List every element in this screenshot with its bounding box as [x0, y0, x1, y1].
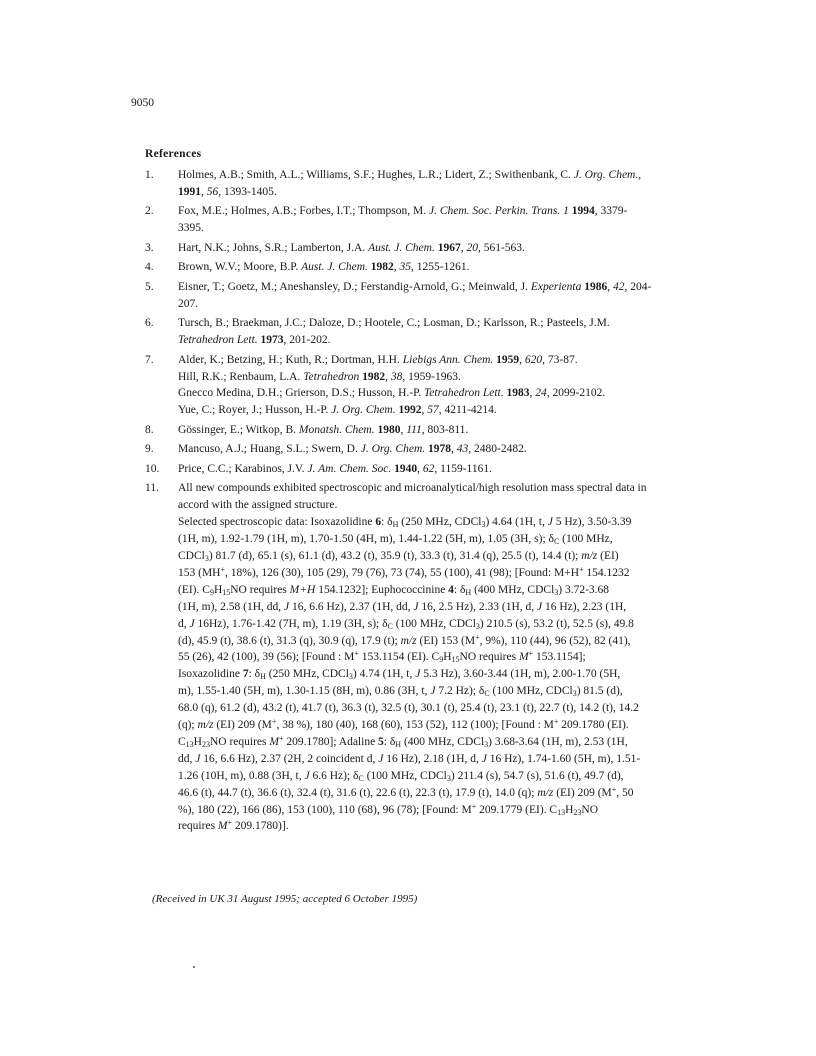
reference-text-line: Isoxazolidine 7: $\delta_H$ (250 MHz, CDCl$_3$) 4.74 (1H, t, J 5.3 Hz), 3.60-3.44 (1H, m), 2.00-1.70 (5H,: [178, 668, 621, 682]
reference-text-line: 68.0 (q), 61.2 (d), 43.2 (t), 41.7 (t), 36.3 (t), 32.5 (t), 30.1 (t), 25.4 (t), 23.1 (t), 22.7 (t), 14.2 (t), 14.2: [178, 702, 639, 715]
reference-text-line: d, J 16Hz), 1.76-1.42 (7H, m), 1.19 (3H, s); $\delta_C$ (100 MHz, CDCl$_3$) 210.5 (s), 53.2 (t), 52.5 (s), 49.8: [178, 617, 634, 631]
reference-text-line: (1H, m), 2.58 (1H, dd, J 16, 6.6 Hz), 2.37 (1H, dd, J 16, 2.5 Hz), 2.33 (1H, d, J 16 Hz), 2.23 (1H,: [178, 600, 627, 613]
reference-text-line: Hart, N.K.; Johns, S.R.; Lamberton, J.A. Aust. J. Chem. 1967, 20, 561-563.: [178, 241, 525, 254]
reference-text-line: 3395.: [178, 222, 204, 235]
received-note: (Received in UK 31 August 1995; accepted 6 October 1995): [152, 893, 418, 905]
reference-text-line: 1.26 (10H, m), 0.88 (3H, t, J 6.6 Hz); $\delta_C$ (100 MHz, CDCl$_3$) 211.4 (s), 54.7 (s), 51.6 (t), 49.7 (d),: [178, 769, 624, 783]
reference-number: 11.: [145, 482, 159, 495]
reference-item: [145, 240, 685, 257]
reference-text-line: CDCl$_3$) 81.7 (d), 65.1 (s), 61.1 (d), 43.2 (t), 35.9 (t), 33.3 (t), 31.4 (q), 25.5 (t), 14.4 (t); m/z (EI): [178, 549, 619, 563]
reference-item: [145, 203, 685, 237]
reference-item: [145, 480, 685, 835]
reference-text-line: 153 (MH+, 18%), 126 (30), 105 (29), 79 (76), 73 (74), 55 (100), 41 (98); [Found: M+H+ 154.1232: [178, 564, 630, 579]
reference-text-line: 55 (26), 42 (100), 39 (56); [Found : M+ 153.1154 (EI). $C_9H_{15}NO$ requires M+ 153.1154];: [178, 649, 586, 665]
stray-dot: [193, 966, 195, 968]
reference-text-line: accord with the assigned structure.: [178, 499, 338, 512]
reference-number: 1.: [145, 169, 154, 181]
references-list: [145, 167, 685, 838]
reference-item: [145, 315, 685, 349]
reference-number: 6.: [145, 317, 154, 330]
reference-text-line: Gnecco Medina, D.H.; Grierson, D.S.; Husson, H.-P. Tetrahedron Lett. 1983, 24, 2099-2102.: [178, 387, 606, 400]
reference-text-line: Eisner, T.; Goetz, M.; Aneshansley, D.; Ferstandig-Arnold, G.; Meinwald, J. Experienta 1986, 42, 204-: [178, 280, 652, 293]
reference-item: [145, 167, 685, 201]
reference-text-line: (q); m/z (EI) 209 (M+, 38 %), 180 (40), 168 (60), 153 (52), 112 (100); [Found : M+ 209.1780 (EI).: [178, 717, 629, 732]
reference-text-line: 1991, 56, 1393-1405.: [178, 185, 277, 198]
reference-text-line: dd, J 16, 6.6 Hz), 2.37 (2H, 2 coincident d, J 16 Hz), 2.18 (1H, d, J 16 Hz), 1.74-1.60 (5H, m), 1.51-: [178, 752, 641, 765]
reference-text-line: Mancuso, A.J.; Huang, S.L.; Swern, D. J. Org. Chem. 1978, 43, 2480-2482.: [178, 443, 527, 456]
reference-text-line: Fox, M.E.; Holmes, A.B.; Forbes, I.T.; Thompson, M. J. Chem. Soc. Perkin. Trans. 1 1994, 3379-: [178, 205, 628, 218]
reference-item: [145, 279, 685, 313]
reference-item: [145, 352, 685, 420]
reference-text-line: %), 180 (22), 166 (86), 153 (100), 110 (68), 96 (78); [Found: M+ 209.1779 (EI). $C_{13}H_{23}NO$: [178, 801, 599, 817]
reference-text-line: Alder, K.; Betzing, H.; Kuth, R.; Dortman, H.H. Liebigs Ann. Chem. 1959, 620, 73-87.: [178, 353, 578, 366]
reference-text-line: (1H, m), 1.92-1.79 (1H, m), 1.70-1.50 (4H, m), 1.44-1.22 (5H, m), 1.05 (3H, s); $\delta_C$ (100 MHz,: [178, 533, 613, 547]
reference-item: [145, 461, 685, 478]
reference-text-line: 207.: [178, 297, 199, 310]
reference-text-line: 46.6 (t), 44.7 (t), 36.6 (t), 32.4 (t), 31.6 (t), 22.6 (t), 22.3 (t), 17.9 (t), 14.0 (q); m/z (EI) 209 (M+, 50: [178, 784, 634, 799]
reference-text-line: (EI). $C_9H_{15}NO$ requires M+H 154.1232]; Euphococcinine 4: $\delta_H$ (400 MHz, CDCl$_3$) 3.72-3.68: [178, 583, 610, 597]
reference-item: [145, 259, 685, 276]
reference-number: 3.: [145, 241, 154, 254]
reference-text-line: Selected spectroscopic data: Isoxazolidine 6: $\delta_H$ (250 MHz, CDCl$_3$) 4.64 (1H, t, J 5 Hz), 3.50-3.39: [178, 516, 632, 530]
reference-text-line: m), 1.55-1.40 (5H, m), 1.30-1.15 (8H, m), 0.86 (3H, t, J 7.2 Hz); $\delta_C$ (100 MHz, CDCl$_3$) 81.5 (d),: [178, 685, 623, 699]
reference-text-line: All new compounds exhibited spectroscopic and microanalytical/high resolution mass spectral data in: [178, 482, 647, 495]
reference-number: 4.: [145, 261, 154, 274]
reference-text-line: requires M+ 209.1780)].: [178, 818, 289, 833]
reference-text-line: Hill, R.K.; Renbaum, L.A. Tetrahedron 1982, 38, 1959-1963.: [178, 370, 461, 383]
reference-text-line: Holmes, A.B.; Smith, A.L.; Williams, S.F.; Hughes, L.R.; Lidert, Z.; Swithenbank, C. J. Org. Chem.,: [178, 169, 642, 181]
reference-item: [145, 441, 685, 458]
reference-number: 9.: [145, 443, 154, 456]
reference-text-line: Price, C.C.; Karabinos, J.V. J. Am. Chem. Soc. 1940, 62, 1159-1161.: [178, 462, 493, 475]
reference-text-line: Gössinger, E.; Witkop, B. Monatsh. Chem. 1980, 111, 803-811.: [178, 423, 469, 436]
reference-number: 5.: [145, 280, 154, 293]
reference-text-line: Yue, C.; Royer, J.; Husson, H.-P. J. Org. Chem. 1992, 57, 4211-4214.: [178, 404, 497, 417]
reference-number: 7.: [145, 353, 154, 366]
reference-text-line: $C_{13}H_{23}NO$ requires M+ 209.1780]; Adaline 5: $\delta_H$ (400 MHz, CDCl$_3$) 3.68-3.64 (1H, m), 2.53 (1H,: [178, 733, 628, 749]
reference-number: 8.: [145, 423, 154, 436]
references-heading: References: [145, 148, 202, 160]
reference-item: [145, 422, 685, 439]
reference-text-line: Tetrahedron Lett. 1973, 201-202.: [178, 334, 331, 347]
reference-number: 10.: [145, 462, 160, 475]
reference-text-line: Tursch, B.; Braekman, J.C.; Daloze, D.; Hootele, C.; Losman, D.; Karlsson, R.; Pasteels, J.M.: [178, 317, 610, 330]
page-number: 9050: [131, 97, 154, 109]
reference-number: 2.: [145, 205, 154, 218]
reference-text-line: Brown, W.V.; Moore, B.P. Aust. J. Chem. 1982, 35, 1255-1261.: [178, 261, 470, 274]
reference-text-line: (d), 45.9 (t), 38.6 (t), 31.3 (q), 30.9 (q), 17.9 (t); m/z (EI) 153 (M+, 9%), 110 (44), 96 (52), 82 (41),: [178, 632, 631, 647]
